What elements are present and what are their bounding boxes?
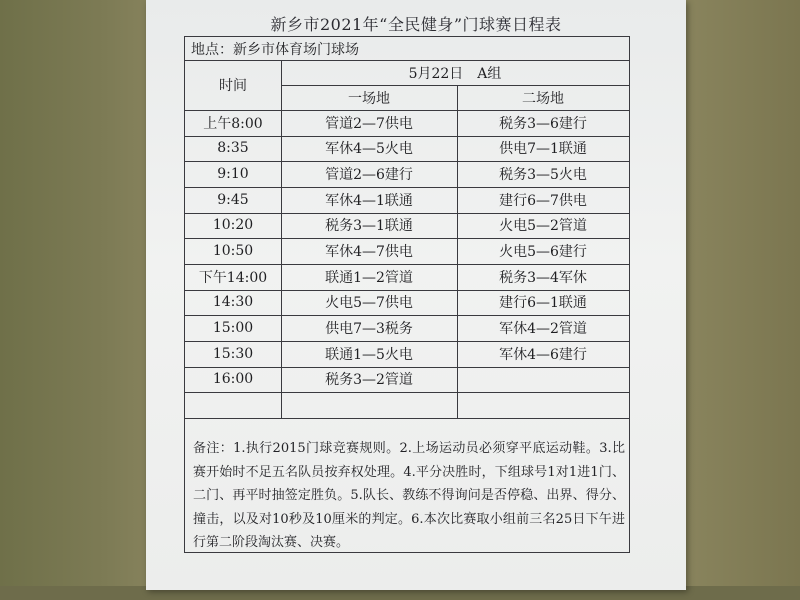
row-court1-match: 联通1—5火电	[325, 346, 413, 363]
row-time: 10:50	[212, 243, 254, 260]
row-court1-match	[281, 392, 457, 418]
row-court2-match: 军休4—6建行	[499, 346, 587, 363]
row-time: 15:30	[212, 345, 254, 362]
row-divider	[185, 341, 629, 342]
row-court2-match: 税务3—6建行	[499, 115, 587, 132]
schedule-table	[184, 36, 630, 553]
row-time: 8:35	[217, 140, 249, 157]
row-court1-match: 火电5—7供电	[325, 295, 413, 312]
court1-header: 一场地	[348, 90, 390, 107]
row-court1-match: 税务3—1联通	[325, 218, 413, 235]
divider	[185, 418, 629, 419]
row-divider	[185, 264, 629, 265]
row-court1-match: 联通1—2管道	[325, 269, 413, 286]
row-divider	[185, 136, 629, 137]
row-divider	[185, 315, 629, 316]
row-court2-match	[457, 392, 629, 418]
row-court2-match: 火电5—6建行	[499, 244, 587, 261]
row-court1-match: 管道2—7供电	[325, 115, 413, 132]
row-court1-match: 税务3—2管道	[325, 372, 413, 389]
row-time: 9:45	[217, 191, 249, 208]
row-divider	[185, 392, 629, 393]
row-court2-match: 税务3—4军休	[499, 269, 587, 286]
background-left	[0, 0, 150, 600]
date-group-header: 5月22日 A组	[408, 65, 502, 82]
row-time: 10:20	[212, 217, 254, 234]
row-divider	[185, 213, 629, 214]
row-court2-match: 税务3—5火电	[499, 167, 587, 184]
row-time: 下午14:00	[198, 269, 268, 286]
row-court1-match: 军休4—5火电	[325, 141, 413, 158]
row-time: 15:00	[212, 320, 254, 337]
row-court2-match: 建行6—7供电	[499, 192, 587, 209]
document-title: 新乡市2021年“全民健身”门球赛日程表	[270, 15, 562, 34]
row-time: 9:10	[217, 166, 249, 183]
row-court1-match: 供电7—3税务	[325, 321, 413, 338]
row-divider	[185, 161, 629, 162]
row-divider	[185, 367, 629, 368]
row-divider	[185, 290, 629, 291]
row-time: 14:30	[212, 294, 254, 311]
row-court1-match: 军休4—7供电	[325, 244, 413, 261]
row-court2-match: 建行6—1联通	[499, 295, 587, 312]
row-time: 16:00	[212, 371, 254, 388]
venue-label: 地点：新乡市体育场门球场	[191, 41, 359, 58]
row-court2-match	[457, 367, 629, 393]
row-court2-match: 火电5—2管道	[499, 218, 587, 235]
row-court1-match: 管道2—6建行	[325, 167, 413, 184]
row-divider	[185, 238, 629, 239]
schedule-paper	[146, 0, 686, 590]
row-time: 上午8:00	[203, 115, 263, 132]
court2-header: 二场地	[522, 90, 564, 107]
row-divider	[185, 187, 629, 188]
row-court2-match: 军休4—2管道	[499, 321, 587, 338]
row-court2-match: 供电7—1联通	[499, 141, 587, 158]
row-time	[185, 392, 281, 418]
row-court1-match: 军休4—1联通	[325, 192, 413, 209]
time-header: 时间	[219, 78, 247, 94]
notes-text: 备注：1.执行2015门球竞赛规则。2.上场运动员必须穿平底运动鞋。3.比赛开始时不足五名队员按弃权处理。4.平分决胜时，下组球号1对1进1门、二门、再平时抽签定胜负。5.队长、教练不得询问是否停稳、出界、得分、撞击，以及对10秒及10厘米的判定。6.本次比赛取小组前三名25日下午进行第二阶段淘汰赛、决赛。	[193, 441, 625, 550]
